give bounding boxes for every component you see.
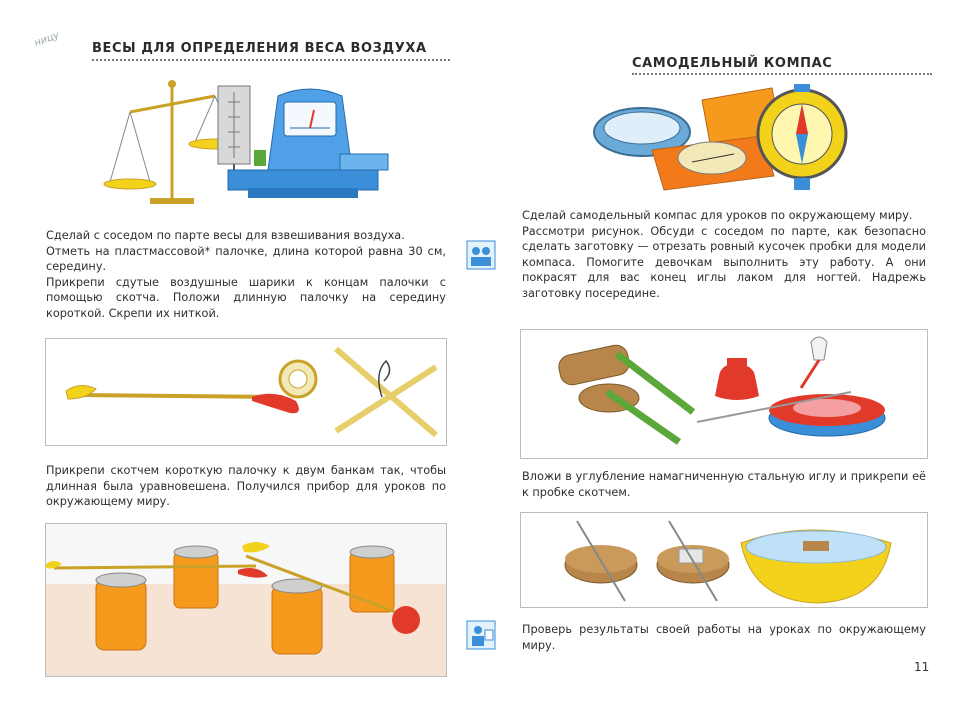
right-instructions-2 xyxy=(522,469,926,500)
left-text-1: Сделай с соседом по парте весы для взвешивания воздуха. xyxy=(46,229,405,242)
right-instructions xyxy=(522,208,926,302)
needle-panel xyxy=(520,512,928,608)
right-text-2: Рассмотри рисунок. Обсуди с соседом по парте, как безопасно сделать заготовку — отрезать ровный кусочек пробки для модели компаса. Помогите девочкам выполнить эту работу. А они покрасят для вас конец иглы лаком для ногтей. Надрежь заготовку посередине. xyxy=(522,224,926,300)
stick-panel xyxy=(45,338,447,446)
right-text-3: Вложи в углубление намагниченную стальную иглу и прикрепи её к пробке скотчем. xyxy=(522,470,926,499)
cork-illustration xyxy=(521,330,927,458)
title-underline xyxy=(92,59,450,61)
right-text-1: Сделай самодельный компас для уроков по окружающему миру. xyxy=(522,209,913,222)
right-section-title: САМОДЕЛЬНЫЙ КОМПАС xyxy=(632,56,833,71)
jars-panel xyxy=(45,523,447,677)
check-results-icon xyxy=(466,620,496,650)
compass-illustration xyxy=(592,82,862,200)
left-section-title: ВЕСЫ ДЛЯ ОПРЕДЕЛЕНИЯ ВЕСА ВОЗДУХА xyxy=(92,41,427,56)
left-text-4: Прикрепи скотчем короткую палочку к двум банкам так, чтобы длинная была уравновешена. Получился прибор для уроков по окружающему миру. xyxy=(46,464,446,509)
left-instructions-2 xyxy=(46,463,446,510)
right-instructions-3 xyxy=(522,622,926,653)
jars-illustration xyxy=(46,524,446,676)
left-text-2: Отметь на пластмассовой* палочке, длина которой равна 30 см, середину. xyxy=(46,244,446,274)
left-instructions xyxy=(46,228,446,322)
left-text-3: Прикрепи сдутые воздушные шарики к концам палочки с помощью скотча. Положи длинную палочку на середину короткой. Скрепи их ниткой. xyxy=(46,275,446,320)
right-text-4: Проверь результаты своей работы на уроках по окружающему миру. xyxy=(522,623,926,652)
stick-illustration xyxy=(46,339,446,445)
title-underline-right xyxy=(632,73,932,75)
margin-note: ницу xyxy=(32,29,61,50)
pair-work-icon xyxy=(466,240,496,270)
page-number: 11 xyxy=(914,660,930,674)
cork-panel xyxy=(520,329,928,459)
scales-illustration xyxy=(100,72,400,212)
needle-illustration xyxy=(521,513,927,607)
